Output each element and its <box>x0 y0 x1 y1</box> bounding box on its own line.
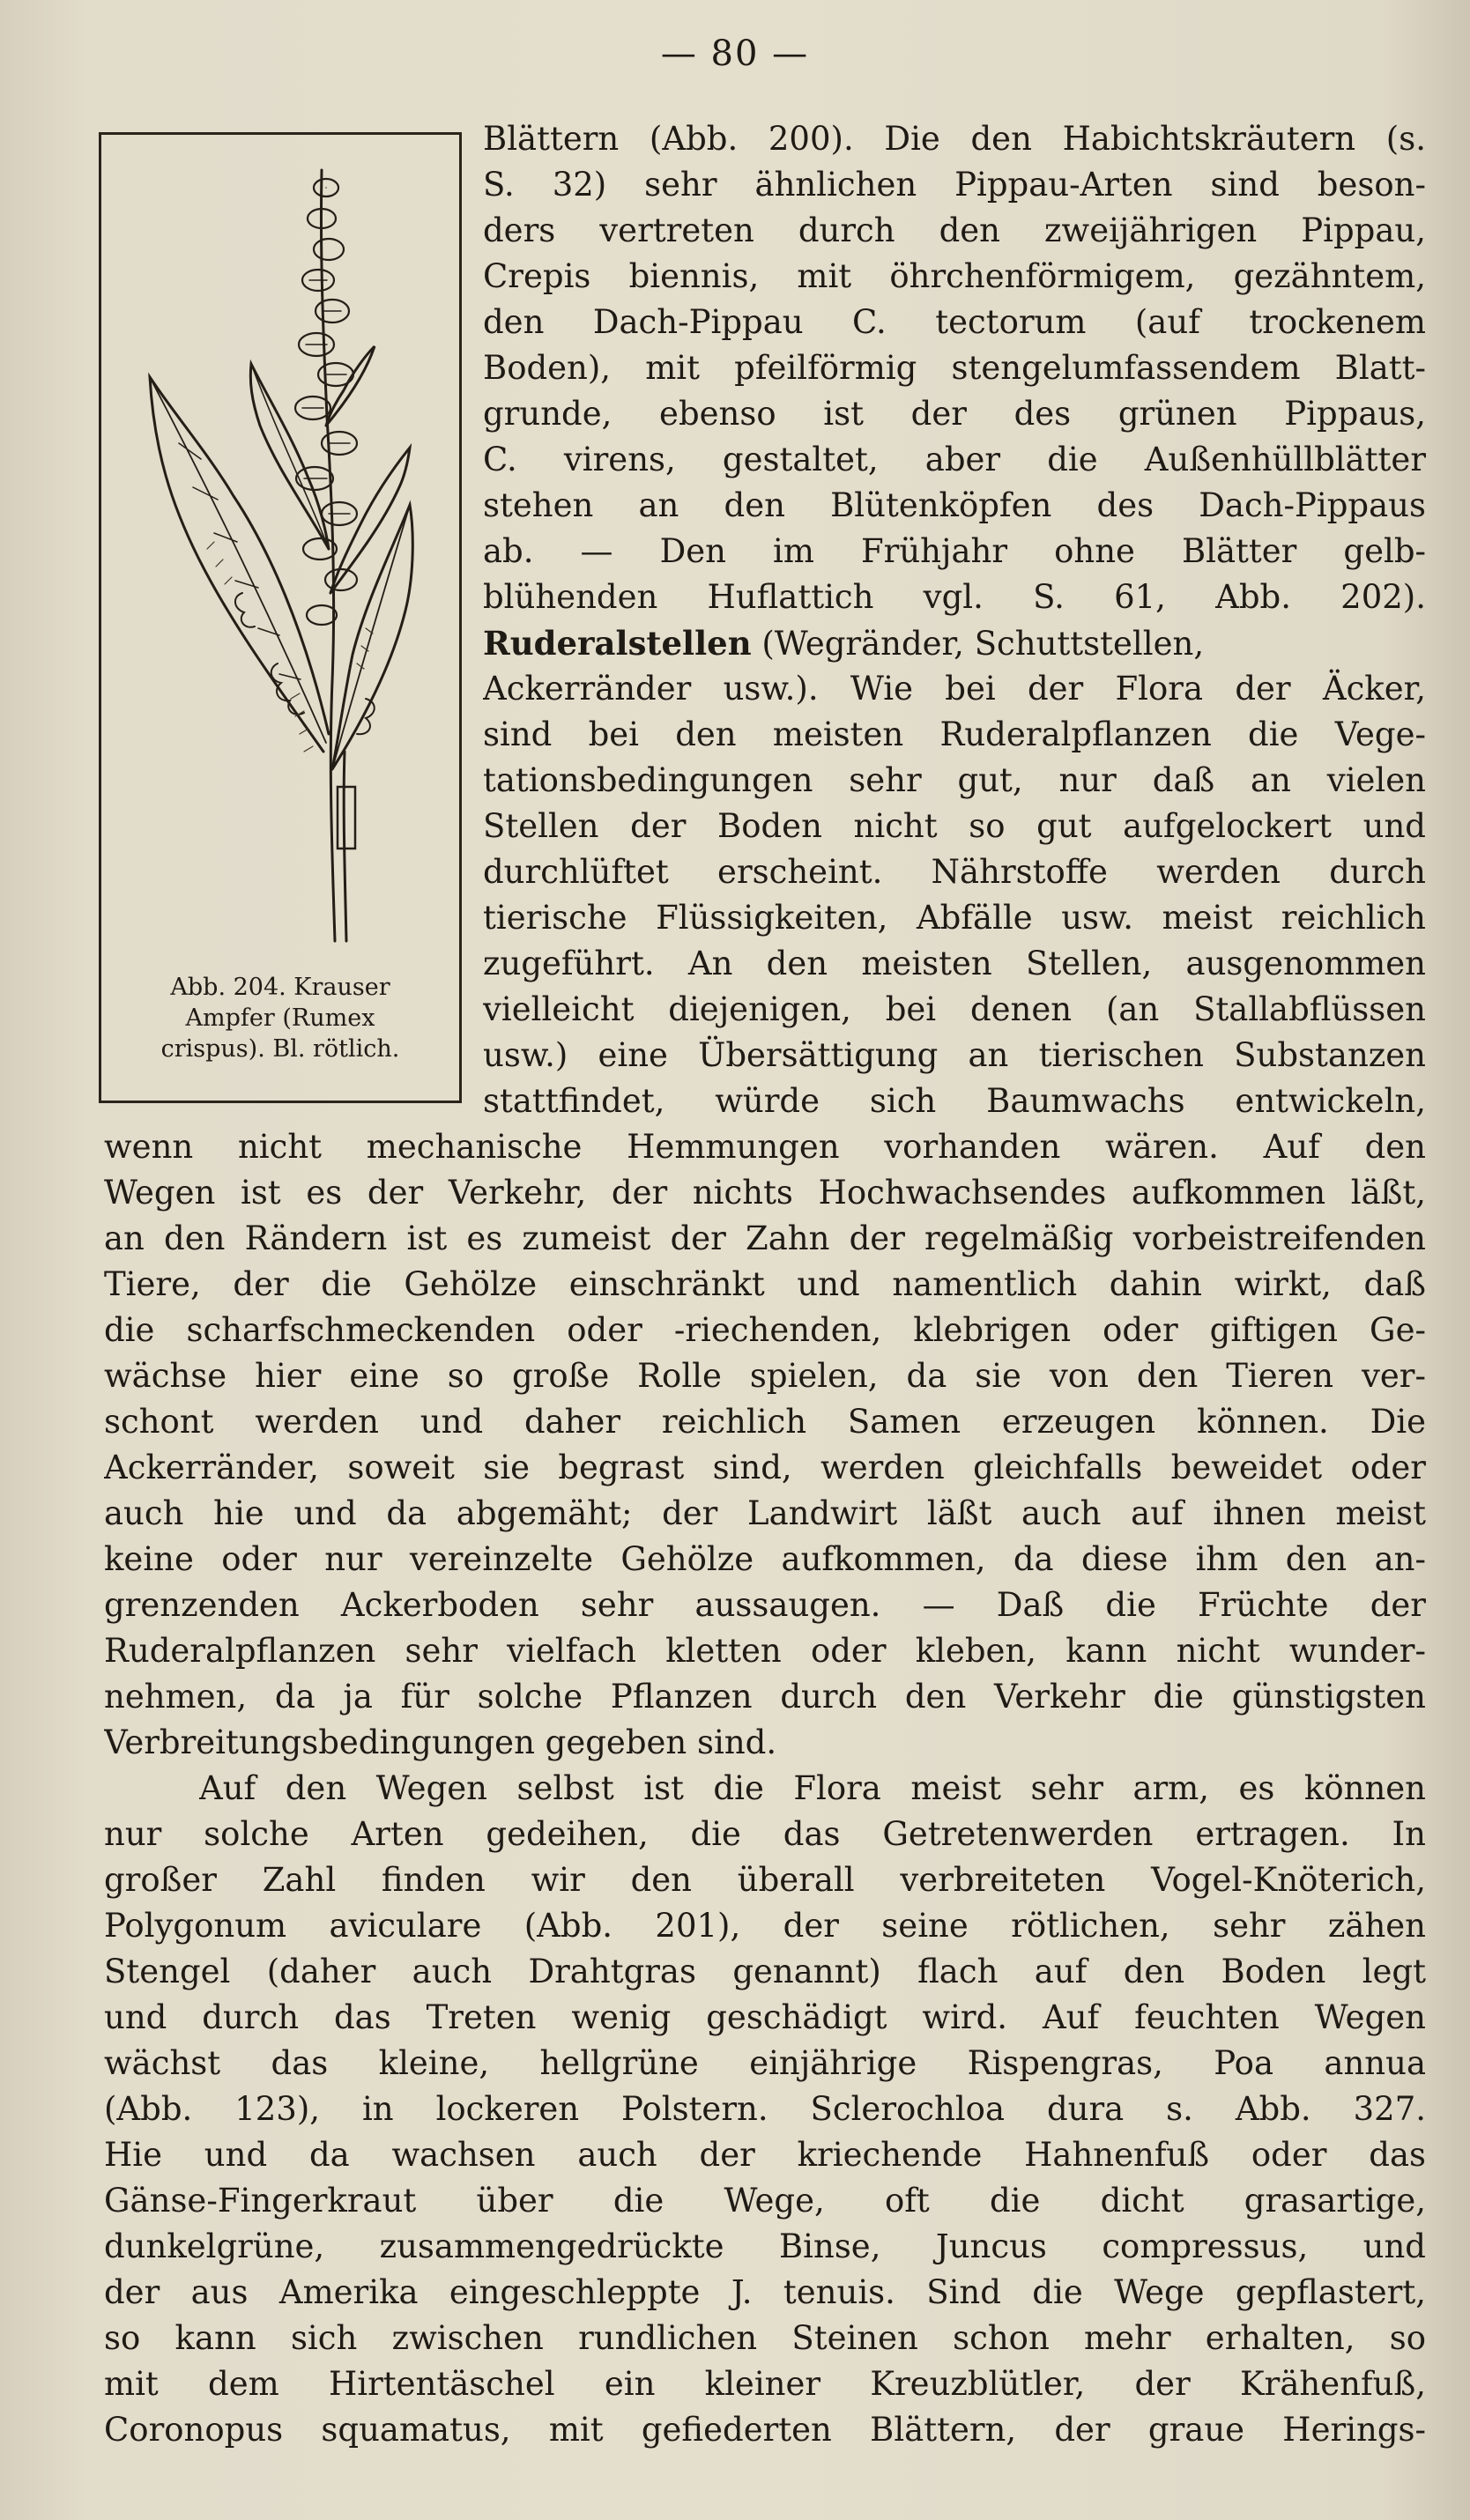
text-line: dunkelgrüne, zusammengedrückte Binse, Juncus compressus, und <box>104 2227 1426 2265</box>
caption-line: Ampfer (Rumex <box>185 1004 375 1032</box>
text-line: Crepis biennis, mit öhrchenförmigem, gezähntem, <box>483 257 1426 295</box>
text-line: stattfindet, würde sich Baumwachs entwickeln, <box>483 1082 1426 1120</box>
text-line: nur solche Arten gedeihen, die das Getretenwerden ertragen. In <box>104 1815 1426 1853</box>
text-line: Wegen ist es der Verkehr, der nichts Hochwachsendes aufkommen läßt, <box>104 1174 1426 1212</box>
text-line: zugeführt. An den meisten Stellen, ausgenommen <box>483 945 1426 982</box>
text-line: mit dem Hirtentäschel ein kleiner Kreuzblütler, der Krähenfuß, <box>104 2365 1426 2403</box>
text-line: großer Zahl finden wir den überall verbreiteten Vogel-Knöterich, <box>104 1861 1426 1899</box>
text-line: Verbreitungsbedingungen gegeben sind. <box>104 1723 777 1761</box>
text-line: grenzenden Ackerboden sehr aussaugen. — Daß die Früchte der <box>104 1586 1426 1624</box>
text-line: auch hie und da abgemäht; der Landwirt läßt auch auf ihnen meist <box>104 1494 1426 1532</box>
text-line: vielleicht diejenigen, bei denen (an Stallabflüssen <box>483 990 1426 1028</box>
text-line: grunde, ebenso ist der des grünen Pippaus, <box>483 395 1426 433</box>
figure-caption <box>115 972 445 1064</box>
text-line: Tiere, der die Gehölze einschränkt und namentlich dahin wirkt, daß <box>104 1265 1426 1303</box>
caption-line: Abb. 204. Krauser <box>170 974 390 1001</box>
text-line: keine oder nur vereinzelte Gehölze aufkommen, da diese ihm den an- <box>104 1540 1426 1578</box>
rumex-crispus-illustration <box>101 135 459 954</box>
text-line: C. virens, gestaltet, aber die Außenhüllblätter <box>483 441 1426 478</box>
text-line: blühenden Huflattich vgl. S. 61, Abb. 202). <box>483 578 1426 616</box>
figure-rumex-crispus <box>99 132 462 1103</box>
page-number: — 80 — <box>660 33 810 74</box>
text-line: schont werden und daher reichlich Samen erzeugen können. Die <box>104 1403 1426 1441</box>
text-line: tierische Flüssigkeiten, Abfälle usw. meist reichlich <box>483 899 1426 937</box>
text-line: der aus Amerika eingeschleppte J. tenuis. Sind die Wege gepflastert, <box>104 2273 1426 2311</box>
text-line: ders vertreten durch den zweijährigen Pippau, <box>483 211 1426 249</box>
text-line: und durch das Treten wenig geschädigt wird. Auf feuchten Wegen <box>104 1998 1426 2036</box>
text-line: Polygonum aviculare (Abb. 201), der seine rötlichen, sehr zähen <box>104 1907 1426 1945</box>
text-line: Coronopus squamatus, mit gefiederten Blättern, der graue Herings- <box>104 2411 1426 2449</box>
text-line: an den Rändern ist es zumeist der Zahn der regelmäßig vorbeistreifenden <box>104 1219 1426 1257</box>
text-line: wenn nicht mechanische Hemmungen vorhanden wären. Auf den <box>104 1128 1426 1166</box>
text-line: Boden), mit pfeilförmig stengelumfassendem Blatt- <box>483 349 1426 387</box>
text-line: usw.) eine Übersättigung an tierischen Substanzen <box>483 1036 1426 1074</box>
text-line: Ackerränder, soweit sie begrast sind, werden gleichfalls beweidet oder <box>104 1449 1426 1486</box>
text-line: wächst das kleine, hellgrüne einjährige Rispengras, Poa annua <box>104 2044 1426 2082</box>
text-line: so kann sich zwischen rundlichen Steinen schon mehr erhalten, so <box>104 2319 1426 2357</box>
text-line: Gänse-Fingerkraut über die Wege, oft die dicht grasartige, <box>104 2182 1426 2220</box>
text-line: Stellen der Boden nicht so gut aufgelockert und <box>483 807 1426 845</box>
text-line: Ruderalpflanzen sehr vielfach kletten oder kleben, kann nicht wunder- <box>104 1632 1426 1670</box>
text-line: S. 32) sehr ähnlichen Pippau-Arten sind beson- <box>483 166 1426 204</box>
text-line-heading <box>483 620 1426 666</box>
text-line: (Abb. 123), in lockeren Polstern. Sclerochloa dura s. Abb. 327. <box>104 2090 1426 2128</box>
text-line: nehmen, da ja für solche Pflanzen durch den Verkehr die günstigsten <box>104 1678 1426 1716</box>
caption-line: crispus). Bl. rötlich. <box>160 1035 400 1063</box>
text-line: sind bei den meisten Ruderalpflanzen die Vege- <box>483 715 1426 753</box>
text-line: wächse hier eine so große Rolle spielen, da sie von den Tieren ver- <box>104 1357 1426 1395</box>
section-heading: Ruderalstellen <box>483 624 752 663</box>
text-line: die scharfschmeckenden oder -riechenden, klebrigen oder giftigen Ge- <box>104 1311 1426 1349</box>
text-line: Stengel (daher auch Drahtgras genannt) flach auf den Boden legt <box>104 1953 1426 1990</box>
text-line: tationsbedingungen sehr gut, nur daß an vielen <box>483 761 1426 799</box>
text-line: Auf den Wegen selbst ist die Flora meist sehr arm, es können <box>199 1769 1426 1807</box>
text-line: durchlüftet erscheint. Nährstoffe werden durch <box>483 853 1426 891</box>
text-line: ab. — Den im Frühjahr ohne Blätter gelb- <box>483 532 1426 570</box>
text-line: den Dach-Pippau C. tectorum (auf trockenem <box>483 303 1426 341</box>
text-line: stehen an den Blütenköpfen des Dach-Pippaus <box>483 486 1426 524</box>
text-line: Blättern (Abb. 200). Die den Habichtskräutern (s. <box>483 120 1426 158</box>
text-line: Hie und da wachsen auch der kriechende Hahnenfuß oder das <box>104 2136 1426 2174</box>
text-line: Ackerränder usw.). Wie bei der Flora der Äcker, <box>483 670 1426 708</box>
text-line: (Wegränder, Schuttstellen, <box>751 625 1205 663</box>
